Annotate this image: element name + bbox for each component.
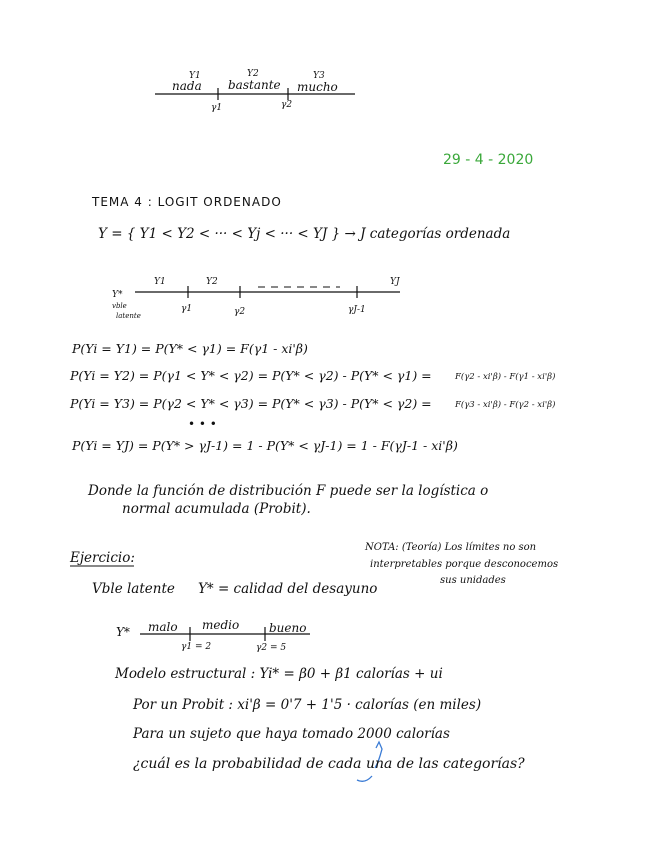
- nota-line-1: NOTA: (Teoría) Los límites no son: [365, 542, 537, 553]
- scale2-y2: Y2: [206, 277, 218, 287]
- scale1-nada: nada: [172, 79, 202, 93]
- scale1-y2: Y2: [247, 69, 259, 79]
- scale3-ystar: Y*: [116, 625, 130, 639]
- scale3-medio: medio: [202, 618, 240, 632]
- scale3-malo: malo: [148, 620, 178, 634]
- donde-line-2: normal acumulada (Probit).: [122, 501, 311, 517]
- scale2-gammaJ1: γJ-1: [348, 305, 366, 315]
- scale1-gamma2: γ2: [281, 100, 293, 110]
- scale2-vble: vble: [112, 302, 127, 310]
- date: 29 - 4 - 2020: [443, 152, 534, 168]
- nota-line-3: sus unidades: [440, 575, 506, 586]
- scale3-gamma2: γ2 = 5: [256, 643, 287, 653]
- scale2-gamma2: γ2: [234, 307, 246, 317]
- scale1-y1: Y1: [189, 71, 201, 81]
- sujeto-line: Para un sujeto que haya tomado 2000 calorías: [133, 726, 450, 742]
- scale3-bueno: bueno: [269, 621, 307, 635]
- scale2-gamma1: γ1: [181, 304, 193, 314]
- ejercicio-heading: Ejercicio:: [70, 550, 135, 566]
- donde-line-1: Donde la función de distribución F puede ser la logística o: [88, 483, 489, 499]
- probit-line: Por un Probit : xi'β = 0'7 + 1'5 · calorías (en miles): [133, 697, 482, 713]
- scale2-ystar: Y*: [112, 290, 123, 300]
- ystar-definition: Y* = calidad del desayuno: [198, 581, 378, 597]
- scale2-y1: Y1: [154, 277, 166, 287]
- scale1-mucho: mucho: [297, 80, 338, 94]
- equation-3-tail: F(γ3 - xi'β) - F(γ2 - xi'β): [455, 400, 556, 410]
- scale2-latente: latente: [116, 312, 141, 320]
- equation-1: P(Yi = Y1) = P(Y* < γ1) = F(γ1 - xi'β): [72, 341, 308, 356]
- scale2-yJ: YJ: [390, 277, 400, 287]
- page-title: TEMA 4 : LOGIT ORDENADO: [92, 195, 282, 209]
- nota-line-2: interpretables porque desconocemos: [370, 559, 559, 570]
- equation-3: P(Yi = Y3) = P(γ2 < Y* < γ3) = P(Y* < γ3) - P(Y* < γ2) =: [70, 396, 432, 411]
- equation-2-tail: F(γ2 - xi'β) - F(γ1 - xi'β): [455, 372, 556, 382]
- blue-annotation-curve: [357, 776, 372, 781]
- categories-equation: Y = { Y1 < Y2 < ··· < Yj < ··· < YJ } → J categorías ordenada: [98, 226, 511, 242]
- scale1-bastante: bastante: [228, 78, 281, 92]
- ellipsis-dots: • • •: [188, 417, 217, 431]
- equation-4: P(Yi = YJ) = P(Y* > γJ-1) = 1 - P(Y* < γJ-1) = 1 - F(γJ-1 - xi'β): [72, 438, 458, 453]
- scale1-gamma1: γ1: [211, 103, 223, 113]
- scale3-gamma1: γ1 = 2: [181, 642, 212, 652]
- modelo-estructural: Modelo estructural : Yi* = β0 + β1 calorías + ui: [115, 666, 443, 682]
- equation-2: P(Yi = Y2) = P(γ1 < Y* < γ2) = P(Y* < γ2) - P(Y* < γ1) =: [70, 368, 432, 383]
- scale1-y3: Y3: [313, 71, 325, 81]
- vble-latente-label: Vble latente: [92, 581, 175, 597]
- pregunta-line: ¿cuál es la probabilidad de cada una de las categorías?: [133, 756, 525, 772]
